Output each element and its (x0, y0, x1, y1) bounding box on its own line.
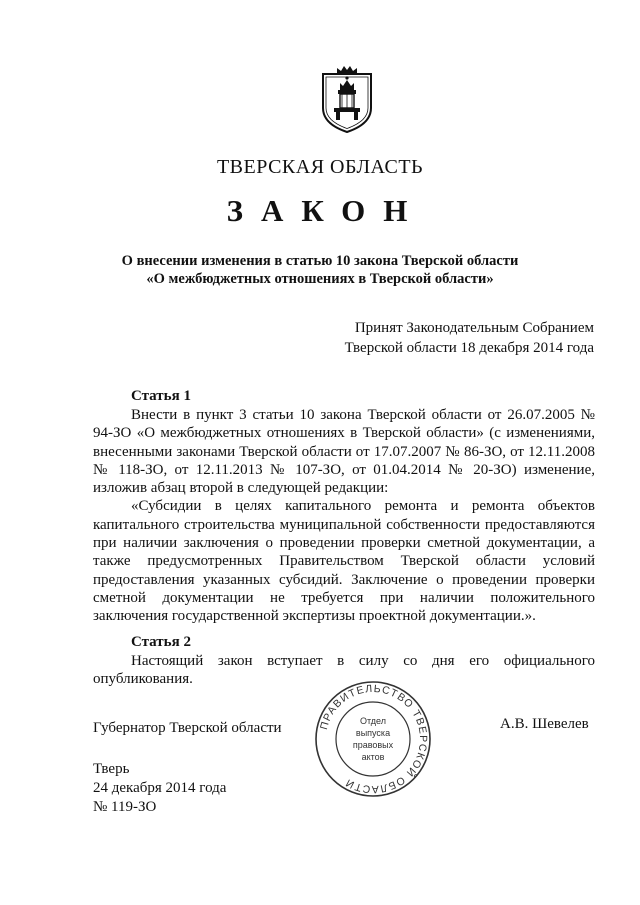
article-1-paragraph-1: Внести в пункт 3 статьи 10 закона Тверской области от 26.07.2005 № 94-ЗО «О межбюджетных отношениях в Тверской области» (с изменениями, внесенными законами Тверской области от 17.07.2007 № 86-ЗО, от 12.11.2008 № 118-ЗО, от 12.11.2013 № 107-ЗО, от 01.04.2014 № 20-ЗО) изменение, изложив абзац второй в следующей редакции: (93, 407, 595, 497)
article-2-paragraph-1: Настоящий закон вступает в силу со дня его официального опубликования. (93, 653, 595, 688)
document-type-title: ЗАКОН (226, 193, 426, 228)
adoption-line-2: Тверской области 18 декабря 2014 года (344, 340, 594, 356)
stamp-ring-text: ПРАВИТЕЛЬСТВО ТВЕРСКОЙ ОБЛАСТИ (317, 682, 430, 796)
article-1-paragraph-2: «Субсидии в целях капитального ремонта и ремонта объектов капитального строительства муниципальной собственности предоставляются при наличии заключения о проведении проверки сметной документации, а также предусмотренных Правительством Тверской области условий предоставления указанных субсидий. Заключение о проведении проверки сметной документации не требуется при наличии положительного заключения государственной экспертизы проектной документации.». (93, 498, 595, 625)
place-date-block (93, 760, 226, 817)
city: Тверь (93, 761, 130, 777)
signatory-name: А.В. Шевелев (500, 716, 589, 732)
region-title: ТВЕРСКАЯ ОБЛАСТЬ (216, 156, 424, 178)
adoption-line-1: Принят Законодательным Собранием (354, 320, 594, 336)
stamp-line-2: выпуска (355, 728, 391, 738)
stamp-line-4: актов (361, 752, 385, 762)
subject-line-1: О внесении изменения в статью 10 закона Тверской области (121, 253, 519, 269)
stamp-line-1: Отдел (359, 716, 387, 726)
article-1-body (93, 406, 595, 626)
subject-line-2: «О межбюджетных отношениях в Тверской области» (146, 271, 494, 287)
stamp-line-3: правовых (352, 740, 394, 750)
article-1-heading: Статья 1 (131, 388, 191, 404)
signatory-title: Губернатор Тверской области (93, 720, 282, 736)
official-stamp (313, 680, 433, 798)
law-number: № 119-ЗО (93, 799, 157, 815)
svg-text:ПРАВИТЕЛЬСТВО ТВЕРСКОЙ ОБЛАСТИ (318, 683, 429, 795)
adoption-note (345, 318, 594, 358)
coat-of-arms-icon (320, 64, 374, 134)
article-2-heading: Статья 2 (131, 634, 191, 650)
signing-date: 24 декабря 2014 года (93, 780, 227, 796)
law-subject (60, 252, 580, 288)
